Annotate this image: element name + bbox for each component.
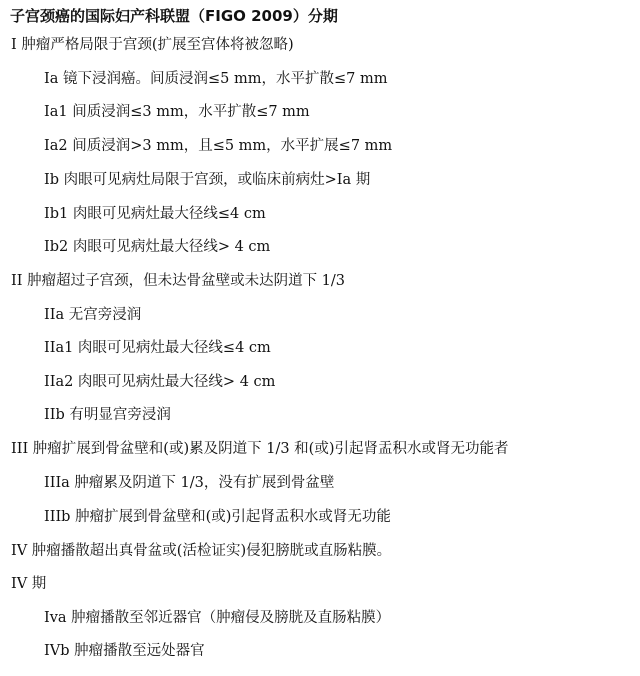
stage-iia1: IIa1 肉眼可见病灶最大径线≤4 cm	[44, 340, 271, 356]
stage-iv-heading: IV 期	[11, 576, 47, 592]
stage-ia2: Ia2 间质浸润>3 mm，且≤5 mm，水平扩展≤7 mm	[44, 138, 393, 154]
stage-ivb: IVb 肿瘤播散至远处器官	[44, 643, 205, 659]
stage-ib: Ib 肉眼可见病灶局限于宫颈，或临床前病灶>Ia 期	[44, 172, 371, 188]
stage-iib: IIb 有明显宫旁浸润	[44, 407, 171, 423]
stage-iv-description: IV 肿瘤播散超出真骨盆或(活检证实)侵犯膀胱或直肠粘膜。	[11, 543, 392, 559]
stage-ia1: Ia1 间质浸润≤3 mm，水平扩散≤7 mm	[44, 104, 310, 120]
stage-ib2: Ib2 肉眼可见病灶最大径线> 4 cm	[44, 239, 271, 255]
stage-iva: Iva 肿瘤播散至邻近器官（肿瘤侵及膀胱及直肠粘膜）	[44, 610, 391, 626]
stage-ib1: Ib1 肉眼可见病灶最大径线≤4 cm	[44, 206, 266, 222]
stage-ia: Ia 镜下浸润癌。间质浸润≤5 mm，水平扩散≤7 mm	[44, 71, 388, 87]
stage-iia2: IIa2 肉眼可见病灶最大径线> 4 cm	[44, 374, 276, 390]
stage-ii: II 肿瘤超过子宫颈，但未达骨盆壁或未达阴道下 1/3	[11, 273, 346, 289]
stage-iiia: IIIa 肿瘤累及阴道下 1/3，没有扩展到骨盆壁	[44, 475, 335, 491]
document-title: 子宫颈癌的国际妇产科联盟（FIGO 2009）分期	[10, 7, 338, 25]
stage-i: I 肿瘤严格局限于宫颈(扩展至宫体将被忽略)	[11, 37, 294, 53]
stage-iia: IIa 无宫旁浸润	[44, 307, 142, 323]
stage-iiib: IIIb 肿瘤扩展到骨盆壁和(或)引起肾盂积水或肾无功能	[44, 509, 391, 525]
stage-iii: III 肿瘤扩展到骨盆壁和(或)累及阴道下 1/3 和(或)引起肾盂积水或肾无功能者	[11, 441, 509, 457]
